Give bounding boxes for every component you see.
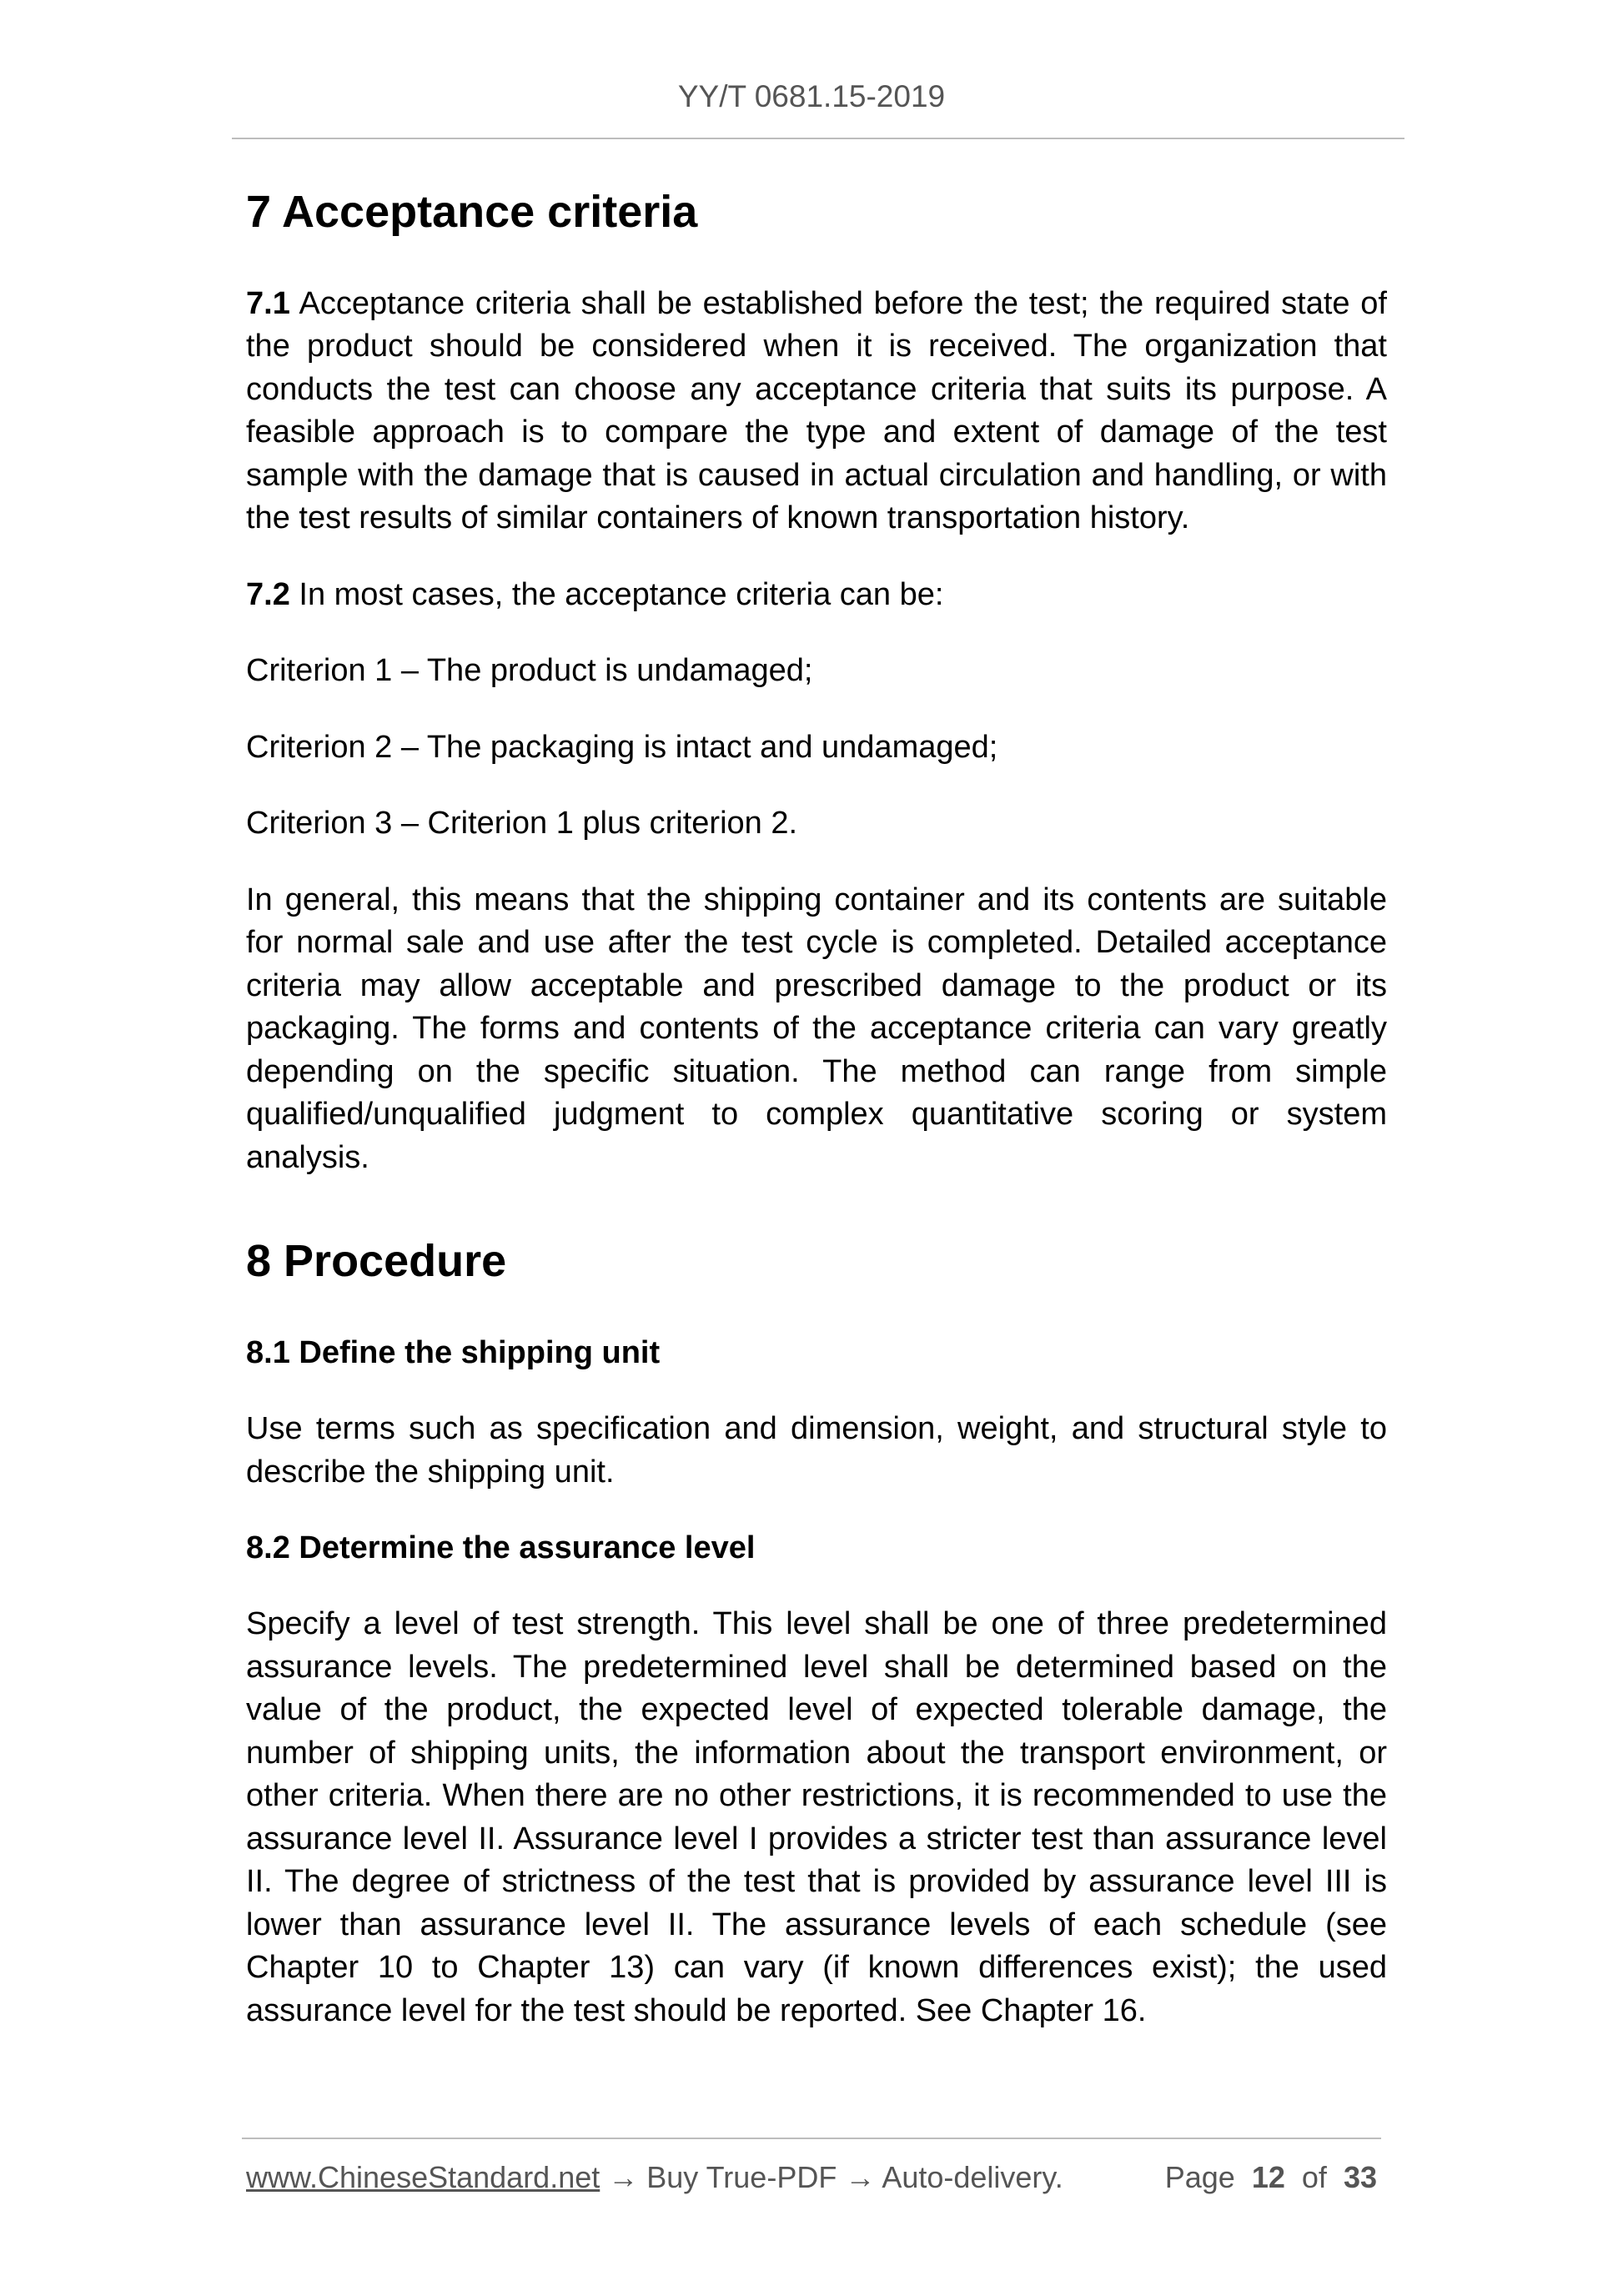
clause-text-7-1: Acceptance criteria shall be established before the test; the required state of the product should be considered when it is received. The organization that conducts the test can choose any acceptance criteria that suits its purpose. A feasible approach is to compare the type and extent of damage of the test sample with the damage that is caused in actual circulation and handling, or with the test results of similar containers of known transportation history. [246, 285, 1387, 536]
footer-divider [242, 2138, 1381, 2139]
document-code-header: YY/T 0681.15-2019 [677, 79, 946, 113]
page-content [246, 185, 1387, 2032]
paragraph-7-2 [246, 574, 1387, 617]
of-word: of [1301, 2160, 1327, 2194]
criterion-2: Criterion 2 – The packaging is intact and undamaged; [246, 729, 998, 765]
clause-number-7-1: 7.1 [246, 285, 290, 321]
page-word: Page [1164, 2160, 1235, 2194]
paragraph-8-1: Use terms such as specification and dimension, weight, and structural style to describe the shipping unit. [246, 1411, 1387, 1490]
subsection-8-2-heading: 8.2 Determine the assurance level [246, 1530, 756, 1566]
header-divider [232, 138, 1404, 139]
section-7-heading: 7 Acceptance criteria [246, 187, 698, 237]
clause-number-7-2: 7.2 [246, 576, 290, 612]
page-number: 12 [1251, 2160, 1285, 2194]
website-link[interactable]: www.ChineseStandard.net [246, 2160, 600, 2194]
footer-tagline: → Buy True-PDF → Auto-delivery. [600, 2160, 1063, 2194]
criterion-3: Criterion 3 – Criterion 1 plus criterion 2. [246, 806, 798, 842]
paragraph-general: In general, this means that the shipping container and its contents are suitable for normal sale and use after the test cycle is completed. Detailed acceptance criteria may allow acceptable and prescribed damage to the product or its packaging. The forms and contents of the acceptance criteria can vary greatly depending on the specific situation. The method can range from simple qualified/unqualified judgment to complex quantitative scoring or system analysis. [246, 882, 1387, 1175]
paragraph-8-2: Specify a level of test strength. This level shall be one of three predetermined assurance levels. The predetermined level shall be determined based on the value of the product, the expected level of expected tolerable damage, the number of shipping units, the information about the transport environment, or other criteria. When there are no other restrictions, it is recommended to use the assurance level II. Assurance level I provides a stricter test than assurance level II. The degree of strictness of the test that is provided by assurance level III is lower than assurance level II. The assurance levels of each schedule (see Chapter 10 to Chapter 13) can vary (if known differences exist); the used assurance level for the test should be reported. See Chapter 16. [246, 1606, 1387, 2028]
section-8-heading: 8 Procedure [246, 1236, 507, 1287]
page-footer [246, 2160, 1377, 2195]
paragraph-7-1 [246, 283, 1387, 540]
footer-left [246, 2160, 1063, 2195]
subsection-8-1-heading: 8.1 Define the shipping unit [246, 1335, 661, 1371]
clause-text-7-2: In most cases, the acceptance criteria can be: [289, 576, 944, 612]
criterion-1: Criterion 1 – The product is undamaged; [246, 653, 813, 689]
page-indicator [1165, 2160, 1377, 2195]
page-total: 33 [1343, 2160, 1377, 2194]
